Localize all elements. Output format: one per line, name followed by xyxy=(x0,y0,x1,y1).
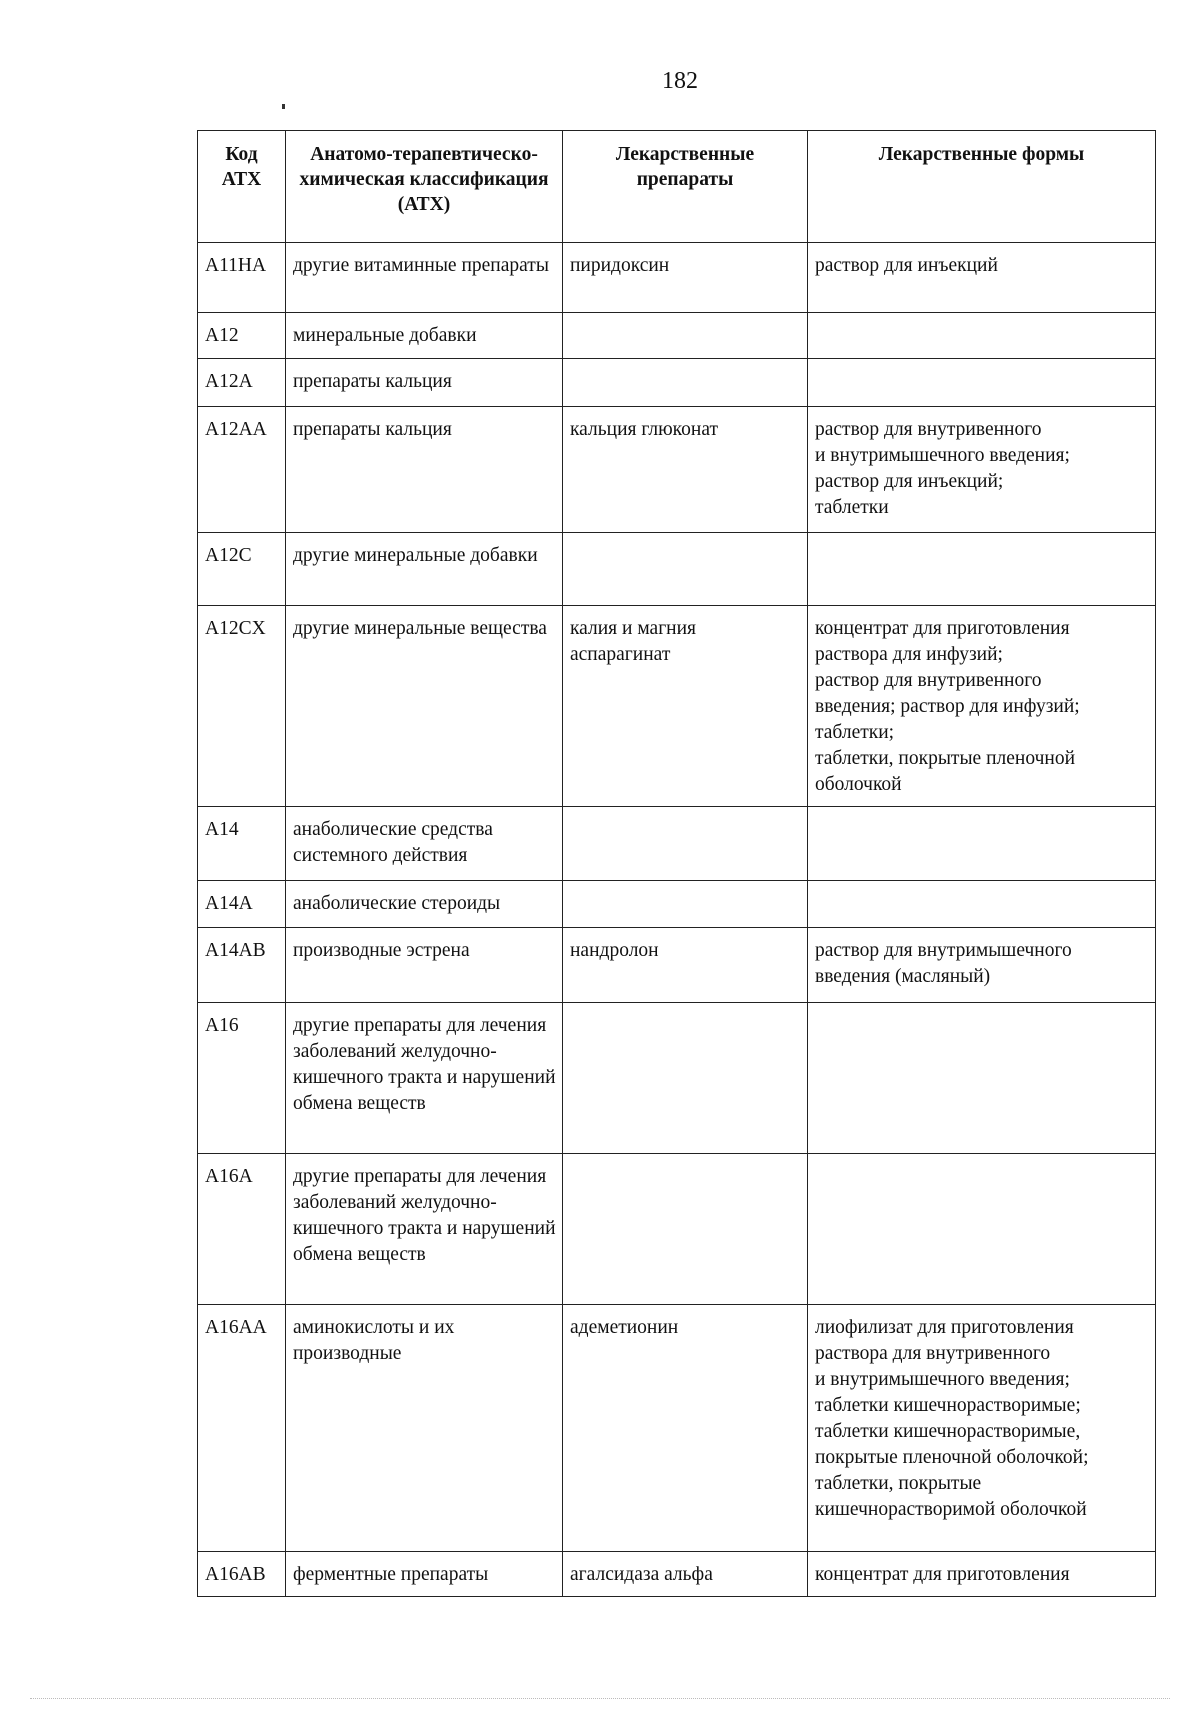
atx-code-cell: A12AA xyxy=(198,407,286,533)
classification-cell: аминокислоты и их производные xyxy=(286,1305,563,1552)
atx-code-cell: A16AB xyxy=(198,1552,286,1597)
dosage-form-line: таблетки xyxy=(815,497,889,518)
dosage-form-line: концентрат для приготовления xyxy=(815,1564,1070,1585)
dosage-form-line: таблетки; xyxy=(815,722,895,743)
drug-cell xyxy=(563,1003,808,1154)
atx-code-cell: A12CX xyxy=(198,606,286,807)
dosage-form-line: раствор для внутривенного xyxy=(815,419,1042,440)
dosage-forms-cell xyxy=(808,243,1156,313)
table-row xyxy=(198,313,1156,359)
drug-cell: пиридоксин xyxy=(563,243,808,313)
dosage-form-line: раствора для инфузий; xyxy=(815,644,1003,665)
drug-cell xyxy=(563,313,808,359)
dosage-forms-cell xyxy=(808,606,1156,807)
classification-cell: другие минеральные вещества xyxy=(286,606,563,807)
dosage-form-line: концентрат для приготовления xyxy=(815,618,1070,639)
table-row xyxy=(198,1003,1156,1154)
table-row xyxy=(198,1154,1156,1305)
dosage-forms-cell xyxy=(808,1305,1156,1552)
dosage-form-line: и внутримышечного введения; xyxy=(815,445,1070,466)
classification-cell: другие препараты для лечения заболеваний желудочно-кишечного тракта и нарушений обмена веществ xyxy=(286,1003,563,1154)
atx-code-cell: A12C xyxy=(198,533,286,606)
dosage-form-line: кишечнорастворимой оболочкой xyxy=(815,1499,1087,1520)
header-classification: Анатомо-терапевтическо-химическая классификация (АТХ) xyxy=(286,131,563,243)
atx-code-cell: A14AB xyxy=(198,928,286,1003)
table-row xyxy=(198,243,1156,313)
table-row xyxy=(198,807,1156,881)
dosage-form-line: и внутримышечного введения; xyxy=(815,1369,1070,1390)
classification-cell: препараты кальция xyxy=(286,359,563,407)
dosage-form-line: введения; раствор для инфузий; xyxy=(815,696,1080,717)
atx-code-cell: A14A xyxy=(198,881,286,928)
dosage-form-line: введения (масляный) xyxy=(815,966,991,987)
classification-cell: другие препараты для лечения заболеваний желудочно-кишечного тракта и нарушений обмена веществ xyxy=(286,1154,563,1305)
dosage-form-line: таблетки, покрытые xyxy=(815,1473,982,1494)
atx-code-cell: A14 xyxy=(198,807,286,881)
dosage-forms-cell xyxy=(808,533,1156,606)
atx-code-cell: A12A xyxy=(198,359,286,407)
table-body xyxy=(198,243,1156,1597)
table-row xyxy=(198,359,1156,407)
dosage-form-line: покрытые пленочной оболочкой; xyxy=(815,1447,1089,1468)
dosage-form-line: раствор для инъекций xyxy=(815,255,998,276)
table-header-row xyxy=(198,131,1156,243)
classification-cell: ферментные препараты xyxy=(286,1552,563,1597)
drug-cell xyxy=(563,881,808,928)
drug-cell: нандролон xyxy=(563,928,808,1003)
table-row xyxy=(198,407,1156,533)
classification-cell: минеральные добавки xyxy=(286,313,563,359)
table-row xyxy=(198,928,1156,1003)
dosage-forms-cell xyxy=(808,407,1156,533)
drug-cell: агалсидаза альфа xyxy=(563,1552,808,1597)
scan-edge xyxy=(30,1698,1170,1701)
classification-cell: препараты кальция xyxy=(286,407,563,533)
dosage-form-line: раствора для внутривенного xyxy=(815,1343,1051,1364)
drug-cell xyxy=(563,807,808,881)
dosage-forms-cell xyxy=(808,928,1156,1003)
dosage-form-line: таблетки кишечнорастворимые, xyxy=(815,1421,1081,1442)
dosage-form-line: таблетки, покрытые пленочной xyxy=(815,748,1076,769)
dosage-forms-cell xyxy=(808,359,1156,407)
atx-code-cell: A16 xyxy=(198,1003,286,1154)
page-number: 182 xyxy=(662,68,698,94)
dosage-form-line: лиофилизат для приготовления xyxy=(815,1317,1074,1338)
drug-cell: кальция глюконат xyxy=(563,407,808,533)
classification-cell: анаболические стероиды xyxy=(286,881,563,928)
classification-cell: анаболические средства системного действия xyxy=(286,807,563,881)
drug-cell: калия и магния аспарагинат xyxy=(563,606,808,807)
dosage-forms-cell xyxy=(808,1003,1156,1154)
classification-cell: другие витаминные препараты xyxy=(286,243,563,313)
table-row xyxy=(198,1552,1156,1597)
dosage-form-line: оболочкой xyxy=(815,774,902,795)
dosage-forms-cell xyxy=(808,1154,1156,1305)
header-drugs: Лекарственные препараты xyxy=(563,131,808,243)
atx-code-cell: A12 xyxy=(198,313,286,359)
dosage-form-line: раствор для внутривенного xyxy=(815,670,1042,691)
classification-cell: другие минеральные добавки xyxy=(286,533,563,606)
scan-mark xyxy=(282,104,285,109)
table-row xyxy=(198,1305,1156,1552)
drug-cell xyxy=(563,533,808,606)
header-code: Код АТХ xyxy=(198,131,286,243)
dosage-forms-cell xyxy=(808,313,1156,359)
dosage-forms-cell xyxy=(808,881,1156,928)
drug-cell: адеметионин xyxy=(563,1305,808,1552)
dosage-form-line: раствор для внутримышечного xyxy=(815,940,1072,961)
dosage-form-line: таблетки кишечнорастворимые; xyxy=(815,1395,1081,1416)
drug-cell xyxy=(563,1154,808,1305)
drug-cell xyxy=(563,359,808,407)
classification-cell: производные эстрена xyxy=(286,928,563,1003)
table-row xyxy=(198,606,1156,807)
header-forms: Лекарственные формы xyxy=(808,131,1156,243)
atx-code-cell: A11HA xyxy=(198,243,286,313)
dosage-forms-cell xyxy=(808,807,1156,881)
table-row xyxy=(198,533,1156,606)
atx-code-cell: A16A xyxy=(198,1154,286,1305)
atx-table xyxy=(197,130,1156,1597)
atx-code-cell: A16AA xyxy=(198,1305,286,1552)
table-row xyxy=(198,881,1156,928)
dosage-form-line: раствор для инъекций; xyxy=(815,471,1004,492)
dosage-forms-cell xyxy=(808,1552,1156,1597)
